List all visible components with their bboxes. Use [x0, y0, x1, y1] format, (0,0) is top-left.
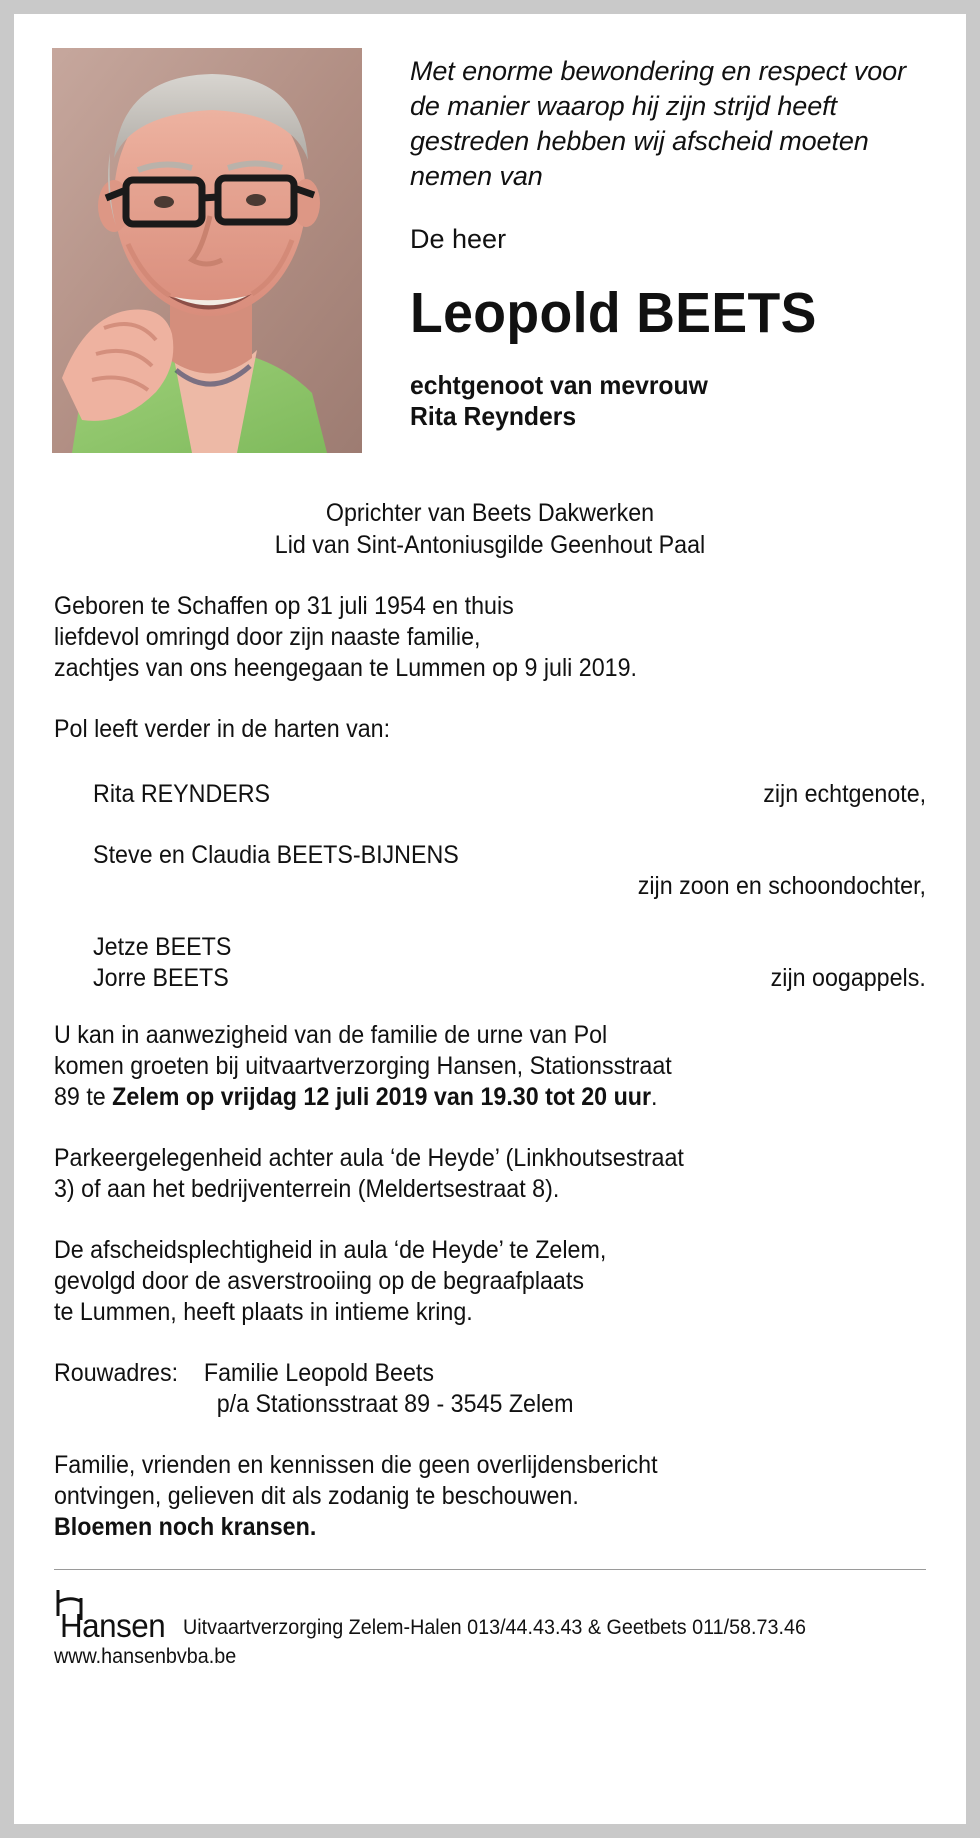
- ceremony-line: gevolgd door de asverstrooiing op de begraafplaats: [54, 1267, 584, 1295]
- mourning-address-label: Rouwadres:: [54, 1359, 179, 1387]
- survivor-row: [54, 779, 926, 810]
- header-section: [14, 14, 966, 453]
- grandchild-name: Jorre BEETS: [93, 964, 229, 992]
- visitation-line: U kan in aanwezigheid van de familie de urne van Pol: [54, 1021, 608, 1049]
- hansen-wordmark: Hansen: [60, 1607, 166, 1644]
- grandchildren-row: [54, 932, 926, 994]
- survivor-row: [54, 840, 926, 902]
- closing-line: Familie, vrienden en kennissen die geen overlijdensbericht: [54, 1451, 658, 1479]
- grandchildren-names: [54, 932, 231, 994]
- visitation-datetime: Zelem op vrijdag 12 juli 2019 van 19.30 tot 20 uur: [112, 1083, 652, 1111]
- affiliation-line: Oprichter van Beets Dakwerken: [325, 499, 655, 527]
- closing-bold-line: Bloemen noch kransen.: [54, 1513, 317, 1541]
- body-section: [14, 497, 966, 1543]
- survivor-name: Steve en Claudia BEETS-BIJNENS: [93, 841, 459, 869]
- salutation: De heer: [410, 224, 507, 254]
- survivors-list: [54, 779, 926, 994]
- parking-line: Parkeergelegenheid achter aula ‘de Heyde’ (Linkhoutsestraat: [54, 1144, 684, 1172]
- mourning-address-line: p/a Stationsstraat 89 - 3545 Zelem: [216, 1390, 574, 1418]
- portrait-photo: [52, 48, 362, 453]
- mourning-address: [54, 1358, 926, 1420]
- survivor-stacked: [54, 840, 926, 902]
- ceremony-paragraph: [54, 1235, 926, 1328]
- mourning-address-family: Familie Leopold Beets: [203, 1359, 434, 1387]
- grandchild-name: Jetze BEETS: [93, 933, 232, 961]
- parking-paragraph: [54, 1143, 926, 1205]
- visitation-paragraph: [54, 1020, 926, 1113]
- deceased-name: Leopold BEETS: [410, 281, 817, 345]
- visitation-prefix: 89 te: [54, 1083, 113, 1111]
- survivor-relation: zijn echtgenote,: [763, 780, 926, 808]
- closing-paragraph: [54, 1450, 926, 1543]
- parking-line: 3) of aan het bedrijventerrein (Meldertsestraat 8).: [54, 1175, 560, 1203]
- spouse-name: Rita Reynders: [410, 401, 577, 431]
- ceremony-line: te Lummen, heeft plaats in intieme kring.: [54, 1298, 473, 1326]
- visitation-suffix: .: [651, 1083, 658, 1111]
- visitation-line: komen groeten bij uitvaartverzorging Hansen, Stationsstraat: [54, 1052, 672, 1080]
- visitation-line-bold: [54, 1082, 865, 1113]
- footer-section: [14, 1570, 966, 1669]
- spouse-label: echtgenoot van mevrouw: [410, 370, 708, 400]
- grandchildren-relation: zijn oogappels.: [770, 964, 926, 992]
- footer-logo-row: [54, 1586, 926, 1642]
- intro-text: Met enorme bewondering en respect voor de manier waarop hij zijn strijd heeft gestreden hebben wij afscheid moeten nemen van: [410, 56, 906, 191]
- closing-line: ontvingen, gelieven dit als zodanig te beschouwen.: [54, 1482, 579, 1510]
- affiliation-line: Lid van Sint-Antoniusgilde Geenhout Paal: [274, 531, 706, 559]
- spouse-block: [410, 370, 914, 432]
- life-dates-paragraph: [54, 591, 926, 684]
- survivor-name: Rita REYNDERS: [93, 780, 271, 808]
- life-line: zachtjes van ons heengegaan te Lummen op 9 juli 2019.: [54, 654, 637, 682]
- life-line: Geboren te Schaffen op 31 juli 1954 en thuis: [54, 592, 514, 620]
- survivors-intro: Pol leeft verder in de harten van:: [54, 715, 391, 743]
- life-line: liefdevol omringd door zijn naaste familie,: [54, 623, 481, 651]
- memorial-card: [14, 14, 966, 1824]
- header-text-column: [362, 48, 966, 432]
- affiliations: [54, 497, 926, 561]
- mourning-address-line: [54, 1358, 865, 1389]
- footer-website[interactable]: www.hansenbvba.be: [54, 1645, 237, 1668]
- survivor-relation: zijn zoon en schoondochter,: [637, 872, 926, 900]
- footer-tagline: Uitvaartverzorging Zelem-Halen 013/44.43.43 & Geetbets 011/58.73.46: [182, 1616, 806, 1639]
- ceremony-line: De afscheidsplechtigheid in aula ‘de Heyde’ te Zelem,: [54, 1236, 607, 1264]
